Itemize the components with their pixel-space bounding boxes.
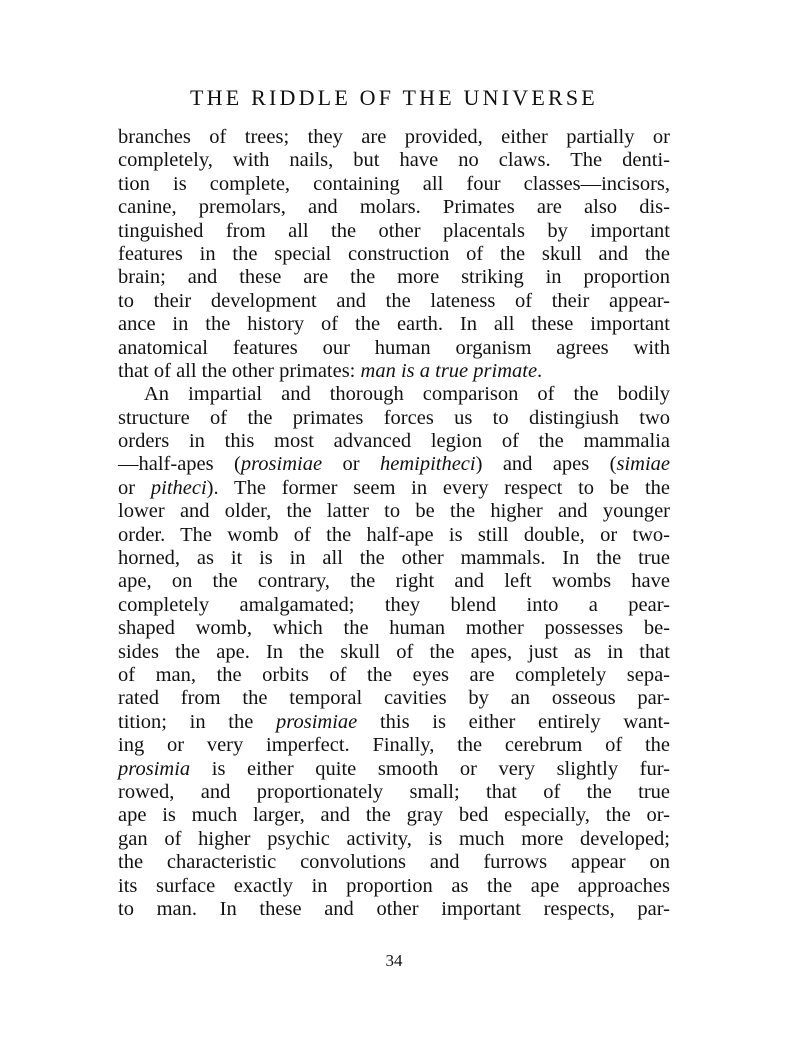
text-line: or pitheci). The former seem in every respect to be the (118, 476, 670, 499)
text-line: to man. In these and other important respects, par- (118, 897, 670, 920)
text-line: completely, with nails, but have no claws. The denti- (118, 149, 670, 172)
text-line: structure of the primates forces us to distingiush two (118, 406, 670, 429)
text-line: the characteristic convolutions and furrows appear on (118, 851, 670, 874)
text-line: ing or very imperfect. Finally, the cerebrum of the (118, 734, 670, 757)
text-line: that of all the other primates: man is a true primate. (118, 359, 543, 382)
text-line: lower and older, the latter to be the higher and younger (118, 500, 670, 523)
text-line: ape is much larger, and the gray bed especially, the or- (118, 804, 670, 827)
paragraph-1 (118, 126, 670, 383)
text-line: tinguished from all the other placentals by important (118, 219, 670, 242)
text-line: orders in this most advanced legion of the mammalia (118, 430, 670, 453)
text-line: features in the special construction of the skull and the (118, 242, 670, 265)
text-line: —half-apes (prosimiae or hemipitheci) and apes (simiae (118, 453, 670, 476)
text-line: tion is complete, containing all four classes—incisors, (118, 172, 670, 195)
text-line: of man, the orbits of the eyes are completely sepa- (118, 663, 670, 686)
body-text (118, 126, 670, 921)
text-line: anatomical features our human organism agrees with (118, 336, 670, 359)
text-line: ape, on the contrary, the right and left wombs have (118, 570, 670, 593)
text-line: sides the ape. In the skull of the apes, just as in that (118, 640, 670, 663)
text-line: branches of trees; they are provided, either partially or (118, 126, 670, 148)
text-line: rowed, and proportionately small; that of the true (118, 780, 670, 803)
page-number: 34 (385, 951, 403, 970)
text-line: horned, as it is in all the other mammals. In the true (118, 547, 670, 570)
text-line: order. The womb of the half-ape is still double, or two- (118, 523, 670, 546)
text-line: brain; and these are the more striking in proportion (118, 266, 670, 289)
running-head: THE RIDDLE OF THE UNIVERSE (190, 85, 598, 110)
text-line: shaped womb, which the human mother possesses be- (118, 617, 670, 640)
text-line: An impartial and thorough comparison of the bodily (144, 383, 670, 406)
paragraph-2 (118, 383, 670, 921)
text-line: rated from the temporal cavities by an osseous par- (118, 687, 670, 710)
text-line: to their development and the lateness of their appear- (118, 289, 670, 312)
text-line: canine, premolars, and molars. Primates are also dis- (118, 196, 670, 219)
text-line: prosimia is either quite smooth or very slightly fur- (118, 757, 670, 780)
text-line: completely amalgamated; they blend into a pear- (118, 593, 670, 616)
text-line: its surface exactly in proportion as the ape approaches (118, 874, 670, 897)
text-line: ance in the history of the earth. In all these important (118, 313, 670, 336)
text-line: gan of higher psychic activity, is much more developed; (118, 827, 670, 850)
text-line: tition; in the prosimiae this is either entirely want- (118, 710, 670, 733)
